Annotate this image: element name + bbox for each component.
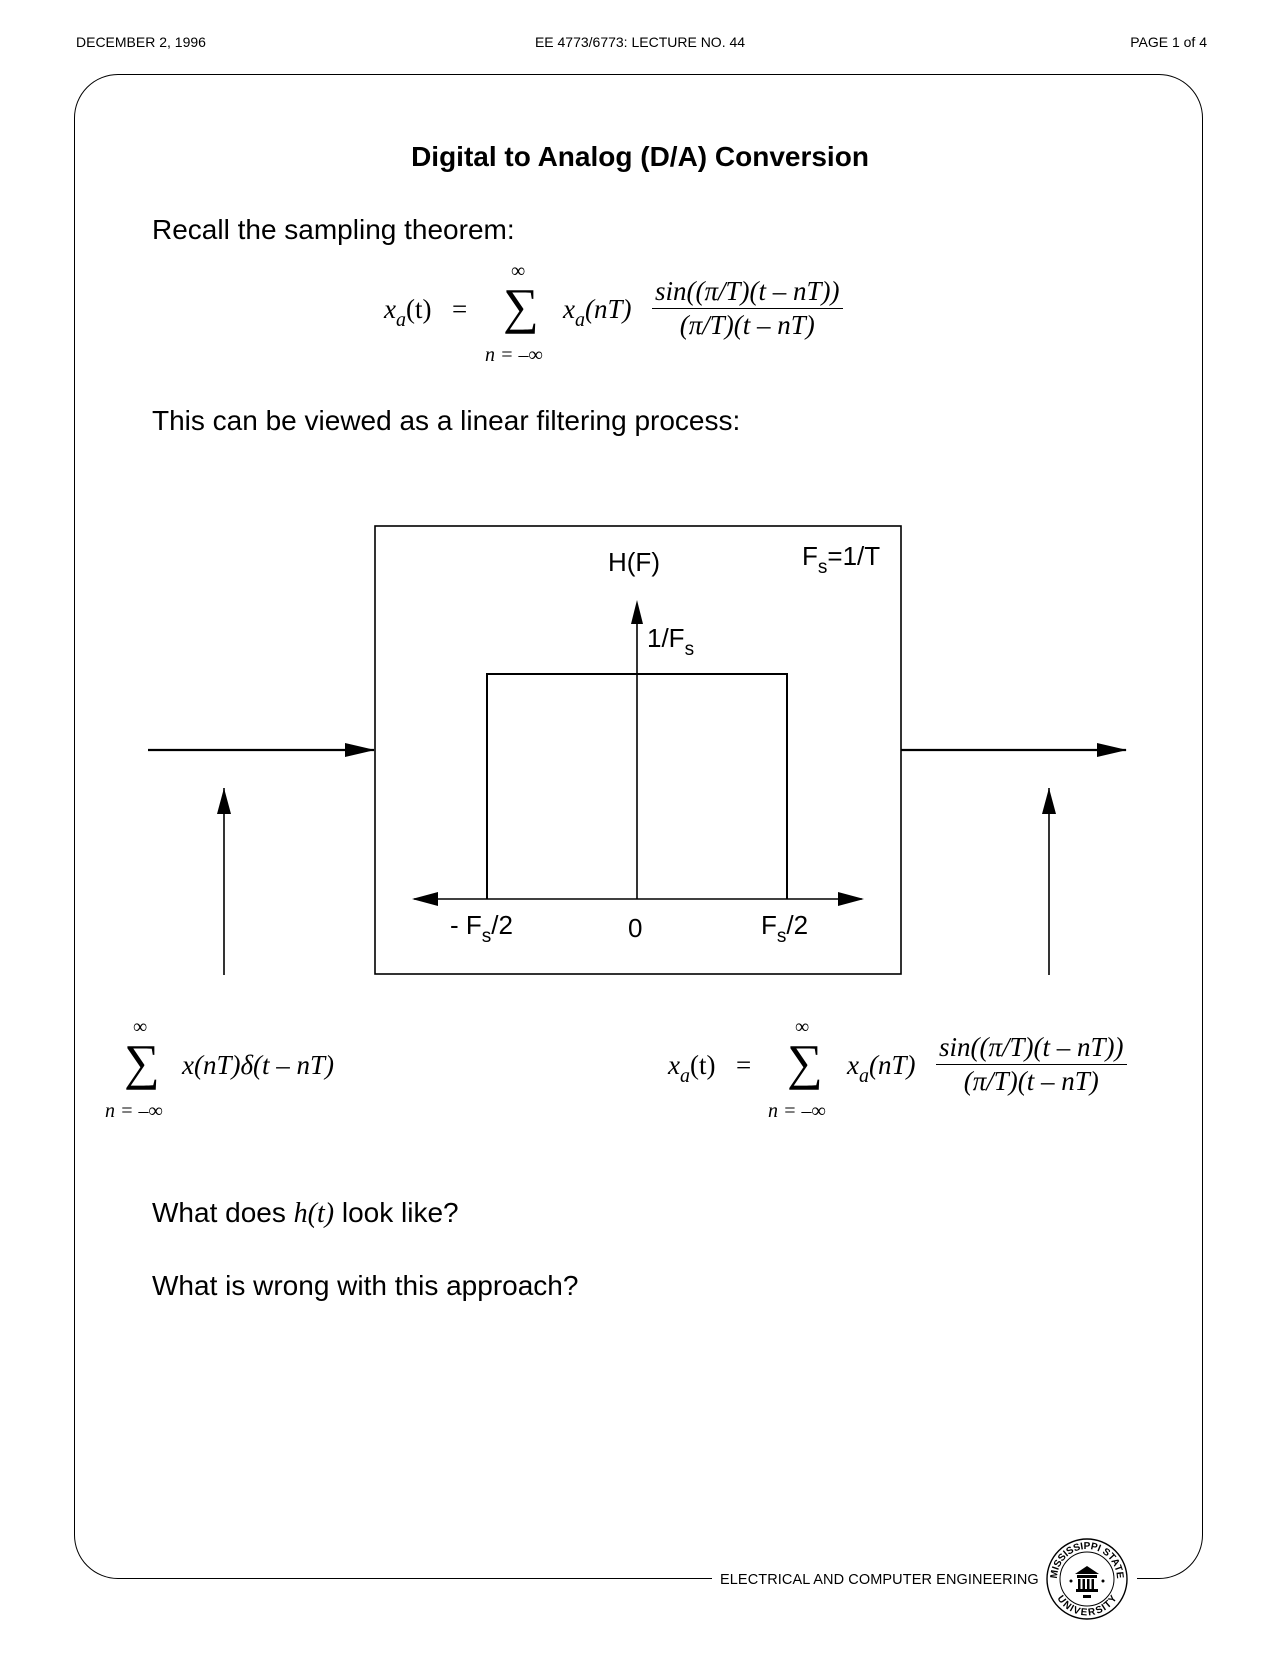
question-ht: What does h(t) look like? bbox=[152, 1197, 459, 1229]
input-pointer-arrowhead bbox=[217, 788, 231, 814]
impulse-term: x(nT)δ(t – nT) bbox=[182, 1050, 335, 1080]
slide-title: Digital to Analog (D/A) Conversion bbox=[411, 141, 869, 172]
university-seal-icon bbox=[1045, 1537, 1129, 1621]
sum-upper-limit: ∞ bbox=[511, 260, 526, 282]
frequency-axis-left-arrowhead bbox=[412, 892, 438, 906]
sum-lower-limit: n = –∞ bbox=[485, 344, 543, 366]
output-sum-upper: ∞ bbox=[795, 1016, 810, 1038]
pos-cutoff-label: $F_s/2$ bbox=[761, 910, 809, 947]
output-fraction: $\frac{\sin((\pi/T)(t - nT))}{(\pi/T)(t - nT)}$ bbox=[936, 1032, 1127, 1097]
magnitude-axis-arrowhead bbox=[631, 600, 643, 624]
neg-cutoff-label: - $F_s/2$ bbox=[450, 910, 513, 947]
question-approach: What is wrong with this approach? bbox=[152, 1270, 579, 1301]
seal-top-text: MISSISSIPPI STATE bbox=[1048, 1540, 1125, 1580]
fs-equation-label: $F_s=1/T$ bbox=[802, 541, 881, 578]
amplitude-label: $1/F_s$ bbox=[647, 623, 695, 660]
zero-label: 0 bbox=[628, 913, 643, 943]
sigma-symbol: ∑ bbox=[503, 278, 539, 334]
output-sum-lower: n = –∞ bbox=[768, 1100, 826, 1122]
impulse-sigma: ∑ bbox=[124, 1034, 160, 1090]
footer bbox=[712, 1540, 1137, 1619]
frequency-axis-right-arrowhead bbox=[838, 892, 864, 906]
formula-term: $x_a(nT)$ bbox=[563, 294, 632, 331]
recall-text: Recall the sampling theorem: bbox=[152, 214, 515, 245]
impulse-sum-upper: ∞ bbox=[133, 1016, 148, 1038]
header-course: EE 4773/6773: LECTURE NO. 44 bbox=[534, 34, 746, 50]
footer-dept: ELECTRICAL AND COMPUTER ENGINEERING bbox=[720, 1572, 1039, 1588]
output-term: $x_a(nT)$ bbox=[847, 1050, 916, 1087]
header-date: DECEMBER 2, 1996 bbox=[76, 34, 206, 50]
output-equals: = bbox=[736, 1050, 752, 1080]
filtering-text: This can be viewed as a linear filtering process: bbox=[152, 405, 741, 436]
formula-lhs: $x_a(t)$ bbox=[384, 294, 432, 331]
filter-box bbox=[375, 526, 901, 974]
formula-fraction: $\frac{\sin((\pi/T)(t - nT))}{(\pi/T)(t - nT)}$ bbox=[652, 276, 843, 341]
formula-equals: = bbox=[452, 294, 468, 324]
seal-bottom-text: UNIVERSITY bbox=[1054, 1593, 1120, 1619]
output-lhs: $x_a(t)$ bbox=[668, 1050, 716, 1087]
hf-label: H(F) bbox=[608, 547, 660, 577]
impulse-sum-lower: n = –∞ bbox=[105, 1100, 163, 1122]
header-page: PAGE 1 of 4 bbox=[1130, 34, 1207, 50]
output-pointer-arrowhead bbox=[1042, 788, 1056, 814]
output-sigma: ∑ bbox=[787, 1034, 823, 1090]
